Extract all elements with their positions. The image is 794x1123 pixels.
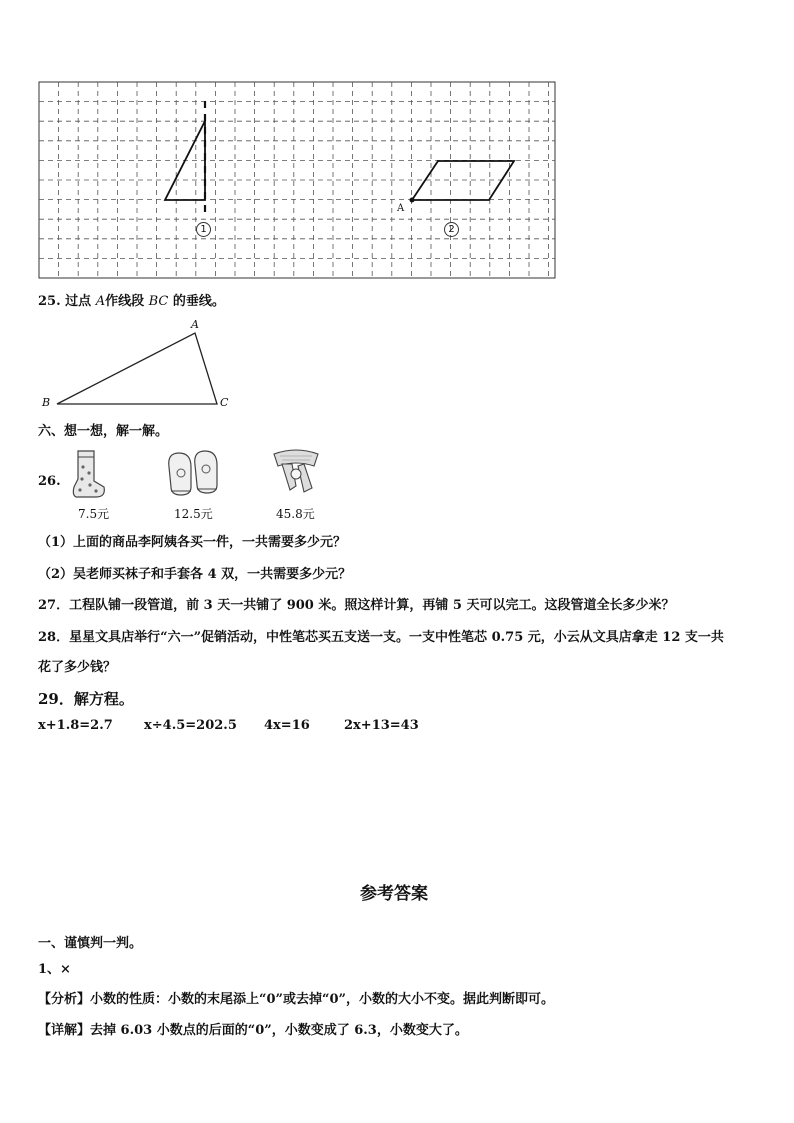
q25-suffix: 的垂线。 xyxy=(172,294,225,309)
section-6-title: 六、想一想，解一解。 xyxy=(38,424,169,439)
q29-equation-2: x÷4.5=202.5 xyxy=(144,718,237,733)
q29-title: 29．解方程。 xyxy=(38,690,134,708)
q25-triangle xyxy=(40,318,240,408)
point-a-label: A xyxy=(397,203,405,214)
triangle-figure-1 xyxy=(165,121,205,200)
q26-number: 26. xyxy=(38,474,61,489)
figure-1-label: 1 xyxy=(196,222,211,237)
parallelogram-figure-2 xyxy=(412,161,514,200)
point-a-dot xyxy=(410,198,415,203)
q28-line1: 28．星星文具店举行“六一”促销活动，中性笔芯买五支送一支。一支中性笔芯 0.75 元，小云从文具店拿走 12 支一共 xyxy=(38,630,724,645)
answers-title: 参考答案 xyxy=(360,884,428,904)
q26-sub1: （1）上面的商品李阿姨各买一件，一共需要多少元？ xyxy=(38,535,347,550)
grid-svg xyxy=(38,81,556,279)
q26-sub2: （2）吴老师买袜子和手套各 4 双，一共需要多少元？ xyxy=(38,567,352,582)
q25-segment: BC xyxy=(148,294,169,309)
figure-2-label: 2 xyxy=(444,222,459,237)
q25-label-c: C xyxy=(220,396,229,409)
q25-prefix: 过点 xyxy=(65,294,92,309)
q25-label-a: A xyxy=(191,318,199,331)
q27-text: 27．工程队铺一段管道，前 3 天一共铺了 900 米。照这样计算，再铺 5 天可以完工。这段管道全长多少米？ xyxy=(38,598,675,613)
sock-icon xyxy=(68,447,108,501)
scarf-icon xyxy=(270,446,322,496)
mittens-icon xyxy=(163,447,223,499)
q25-text xyxy=(38,290,225,309)
q29-equation-4: 2x+13=43 xyxy=(344,718,419,733)
answers-section-1: 一、谨慎判一判。 xyxy=(38,936,143,951)
q29-equation-1: x+1.8=2.7 xyxy=(38,718,113,733)
sock-price: 7.5元 xyxy=(78,507,110,521)
answer-item-1: 1、× xyxy=(38,962,71,977)
q29-equation-3: 4x=16 xyxy=(264,718,310,733)
scarf-price: 45.8元 xyxy=(276,507,315,521)
q28-line2: 花了多少钱？ xyxy=(38,660,117,675)
q25-point: A xyxy=(95,294,106,309)
answer-detail: 【详解】去掉 6.03 小数点的后面的“0”，小数变成了 6.3，小数变大了。 xyxy=(38,1023,468,1038)
q25-number: 25. xyxy=(38,294,61,309)
q25-middle: 作线段 xyxy=(105,294,145,309)
q25-label-b: B xyxy=(42,396,51,409)
grid-figure xyxy=(38,81,556,279)
mittens-price: 12.5元 xyxy=(174,507,213,521)
answer-analysis: 【分析】小数的性质：小数的末尾添上“0”或去掉“0”，小数的大小不变。据此判断即可。 xyxy=(38,992,555,1007)
